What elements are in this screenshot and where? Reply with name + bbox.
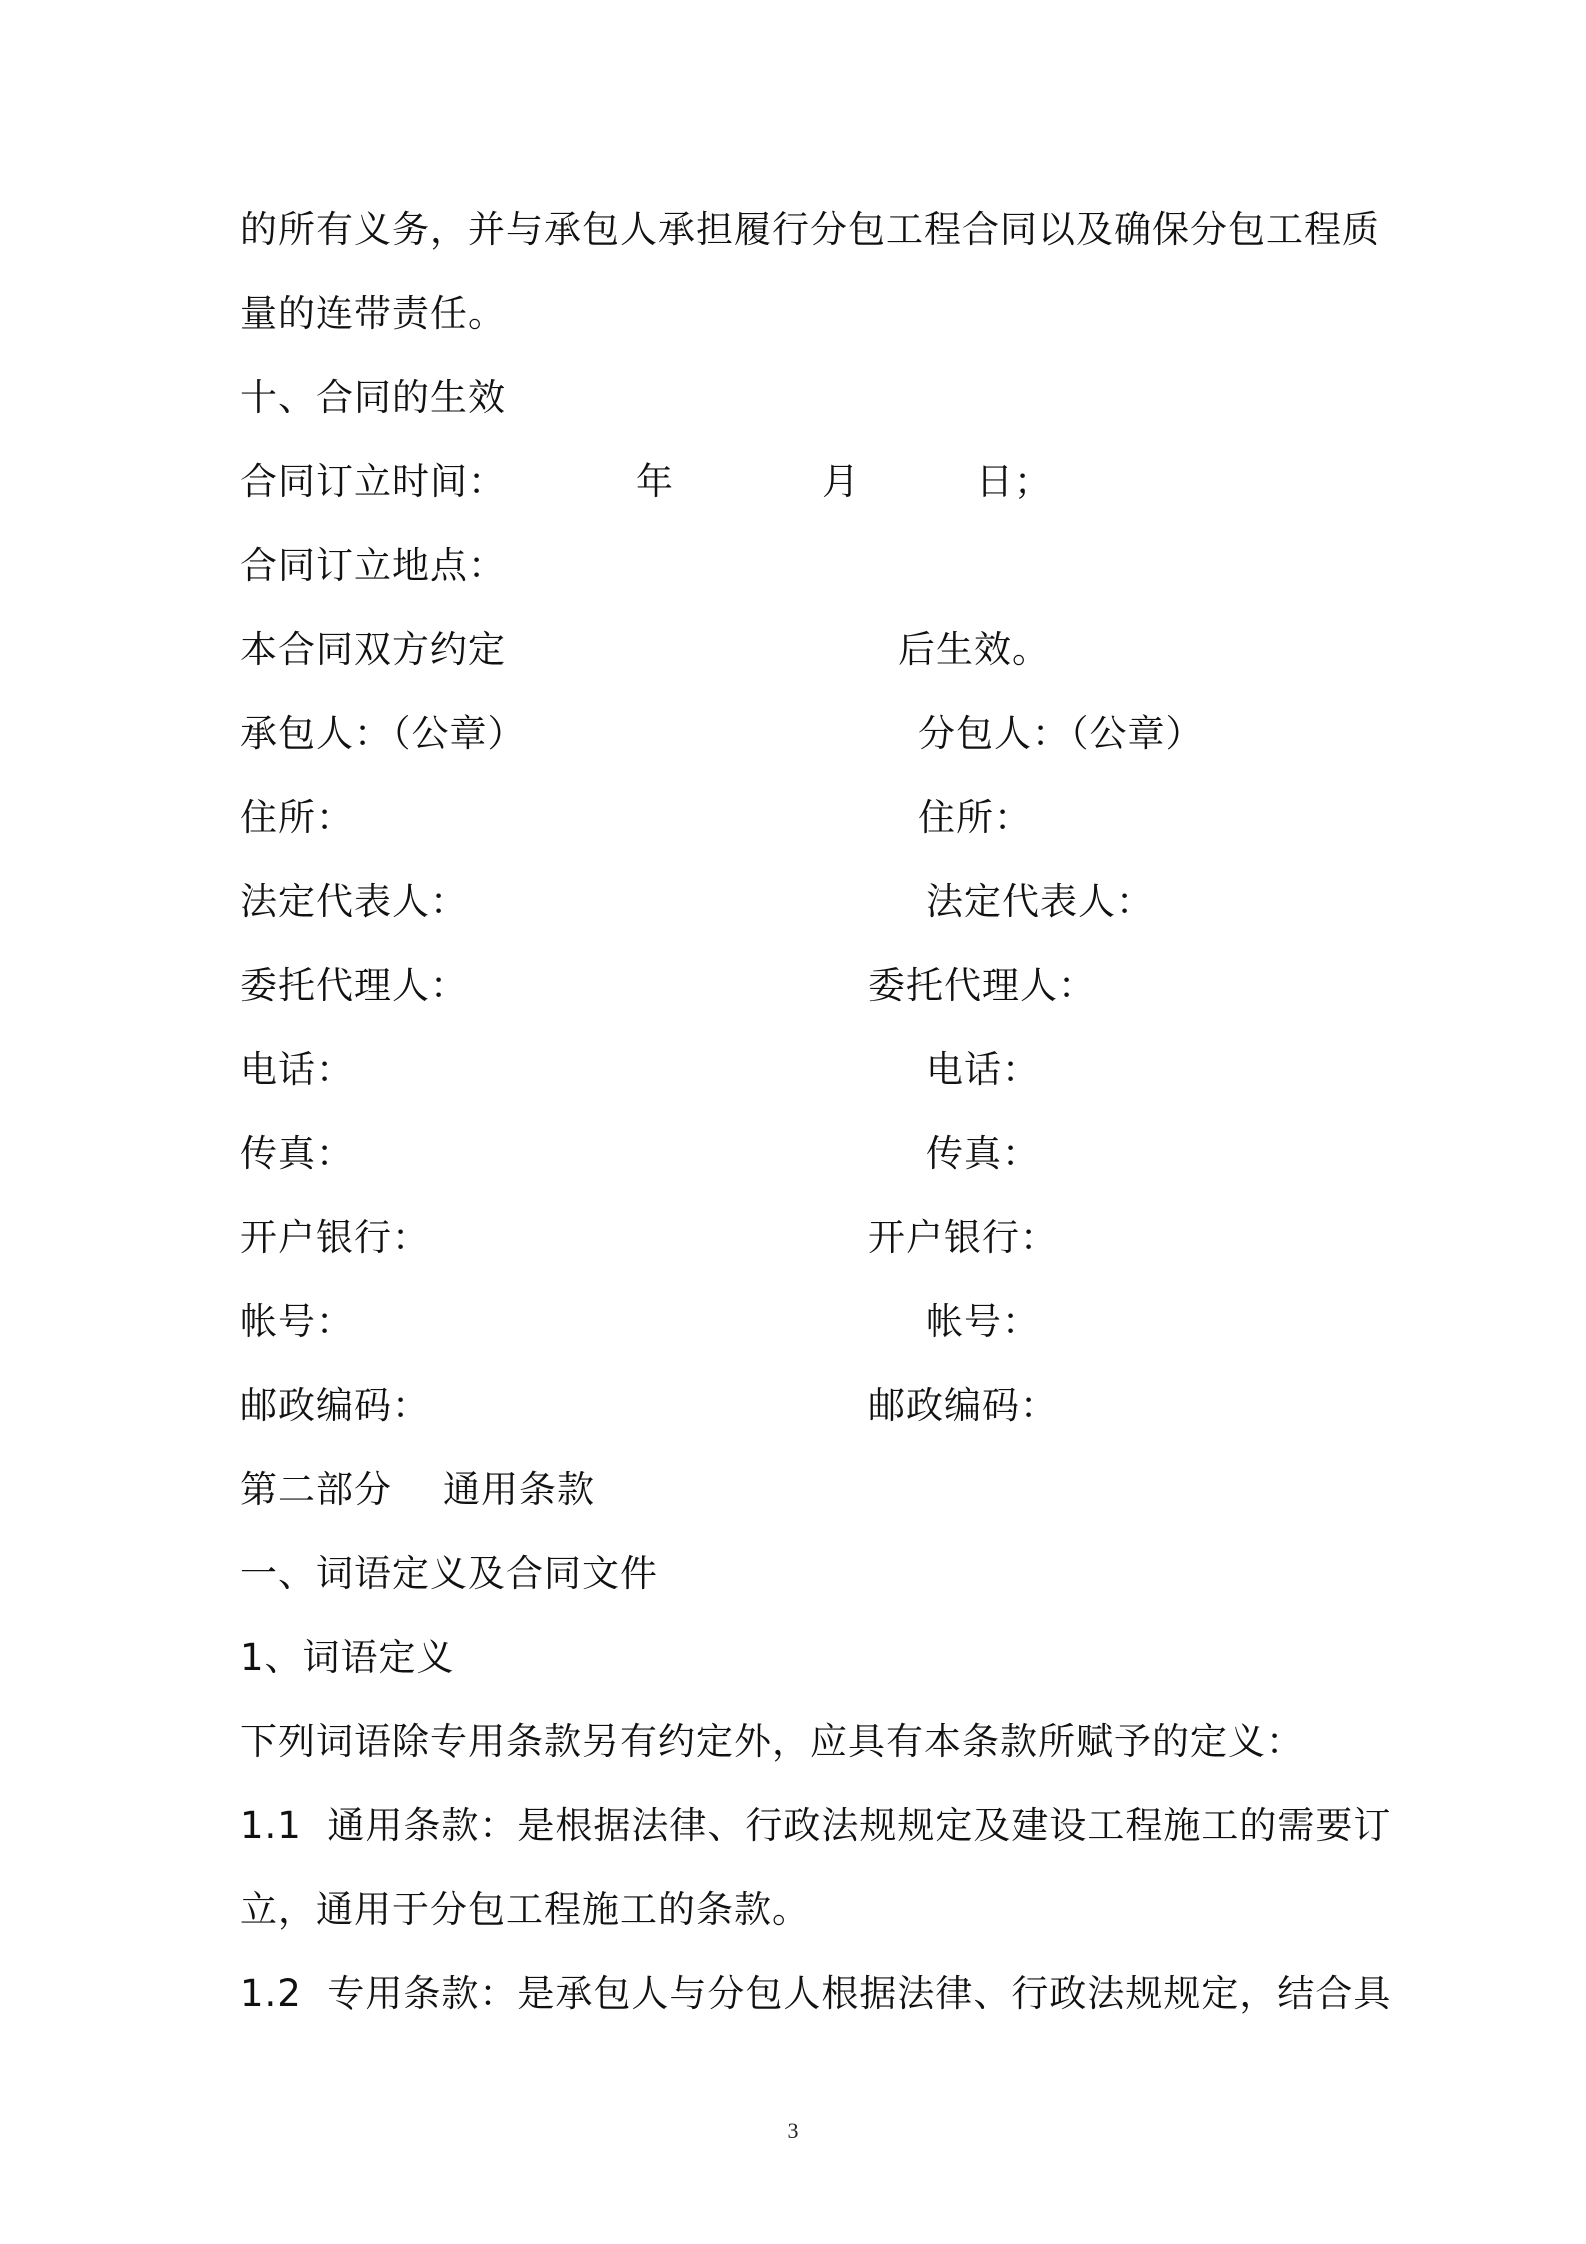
contractor-phone-label: 电话： <box>240 1048 354 1091</box>
item-1-2-line-1: 1.2 专用条款：是承包人与分包人根据法律、行政法规规定，结合具 <box>240 1972 1392 2015</box>
subcontractor-bank-label: 开户银行： <box>868 1216 1058 1259</box>
contractor-fax-label: 传真： <box>240 1132 354 1175</box>
subcontractor-fax-label: 传真： <box>926 1132 1040 1175</box>
section-10-heading: 十、合同的生效 <box>240 376 506 419</box>
section-1-heading: 一、词语定义及合同文件 <box>240 1552 658 1595</box>
contractor-agent-label: 委托代理人： <box>240 964 468 1007</box>
effect-clause-suffix: 后生效。 <box>898 628 1050 671</box>
contractor-address-label: 住所： <box>240 796 354 839</box>
subcontractor-phone-label: 电话： <box>926 1048 1040 1091</box>
subcontractor-seal-label: 分包人：（公章） <box>918 712 1204 755</box>
item-1-1-line-1: 1.1 通用条款：是根据法律、行政法规规定及建设工程施工的需要订 <box>240 1804 1392 1847</box>
subcontractor-account-label: 帐号： <box>926 1300 1040 1343</box>
definitions-intro: 下列词语除专用条款另有约定外，应具有本条款所赋予的定义： <box>240 1720 1304 1763</box>
contractor-postcode-label: 邮政编码： <box>240 1384 430 1427</box>
subsection-1-heading: 1、词语定义 <box>240 1636 455 1679</box>
contract-place-label: 合同订立地点： <box>240 544 506 587</box>
contractor-seal-label: 承包人：（公章） <box>240 712 526 755</box>
continuation-line-1: 的所有义务，并与承包人承担履行分包工程合同以及确保分包工程质 <box>240 208 1380 251</box>
subcontractor-agent-label: 委托代理人： <box>868 964 1096 1007</box>
contractor-account-label: 帐号： <box>240 1300 354 1343</box>
subcontractor-legal-rep-label: 法定代表人： <box>926 880 1154 923</box>
part-2-title: 第二部分 通用条款 <box>240 1468 596 1511</box>
contract-date-year: 年 <box>636 460 674 503</box>
contractor-bank-label: 开户银行： <box>240 1216 430 1259</box>
subcontractor-address-label: 住所： <box>918 796 1032 839</box>
continuation-line-2: 量的连带责任。 <box>240 292 506 335</box>
contract-date-day: 日； <box>976 460 1052 503</box>
contract-date-label: 合同订立时间： <box>240 460 506 503</box>
item-1-1-line-2: 立，通用于分包工程施工的条款。 <box>240 1888 810 1931</box>
contractor-legal-rep-label: 法定代表人： <box>240 880 468 923</box>
effect-clause-prefix: 本合同双方约定 <box>240 628 506 671</box>
page-number: 3 <box>787 2118 799 2143</box>
subcontractor-postcode-label: 邮政编码： <box>868 1384 1058 1427</box>
contract-date-month: 月 <box>822 460 860 503</box>
